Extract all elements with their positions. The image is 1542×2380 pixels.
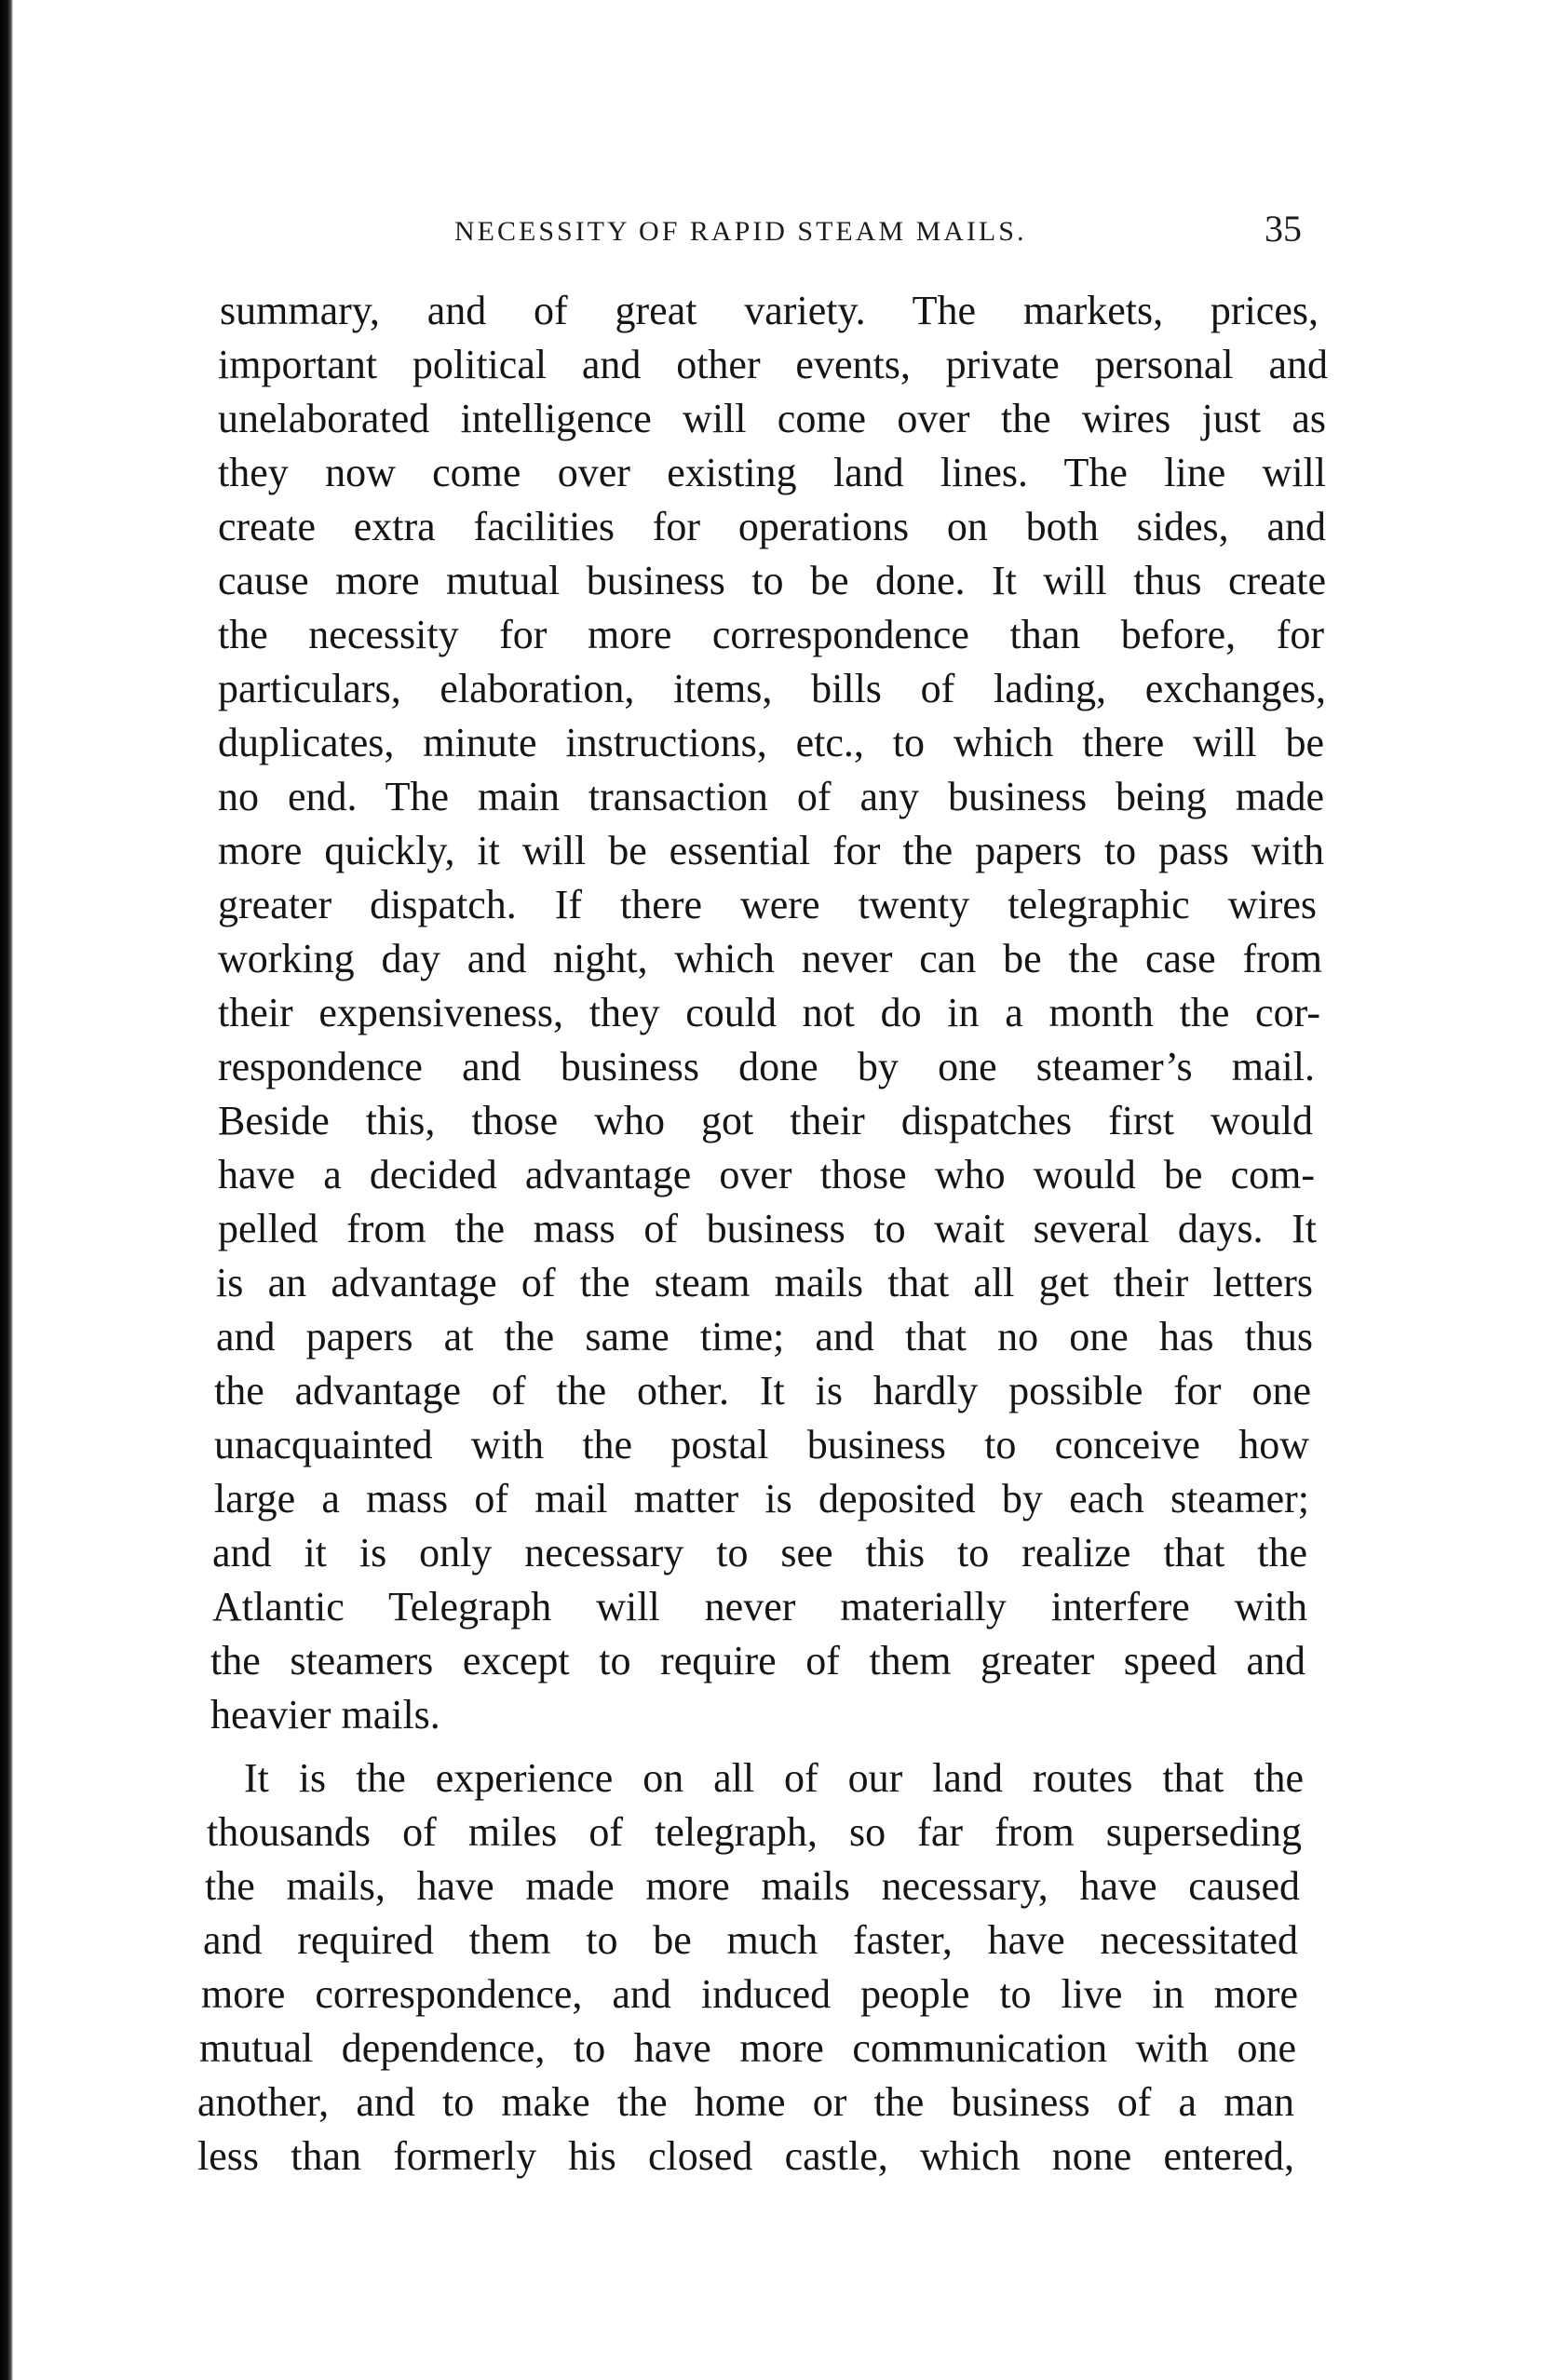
text-line: mutual dependence, to have more communication with one: [199, 2025, 1296, 2071]
text-line: cause more mutual business to be done. It will thus create: [218, 558, 1326, 603]
text-line: create extra facilities for operations on both sides, and: [218, 504, 1326, 549]
text-line: the necessity for more correspondence than before, for: [218, 612, 1324, 657]
text-line: the mails, have made more mails necessary, have caused: [205, 1863, 1300, 1909]
text-line: heavier mails.: [210, 1692, 440, 1738]
text-line: is an advantage of the steam mails that all get their letters: [216, 1260, 1313, 1305]
text-line: their expensiveness, they could not do in a month the cor-: [218, 990, 1320, 1035]
text-line: more quickly, it will be essential for the papers to pass with: [218, 828, 1324, 873]
text-line: another, and to make the home or the business of a man: [197, 2079, 1294, 2125]
text-line: pelled from the mass of business to wait several days. It: [218, 1206, 1317, 1251]
text-line: less than formerly his closed castle, which none entered,: [197, 2133, 1294, 2179]
text-line: thousands of miles of telegraph, so far from superseding: [207, 1809, 1302, 1855]
text-line: duplicates, minute instructions, etc., to which there will be: [218, 720, 1324, 765]
text-line: working day and night, which never can be the case from: [218, 936, 1322, 981]
text-line: important political and other events, private personal and: [218, 342, 1328, 387]
text-line: they now come over existing land lines. The line will: [218, 450, 1326, 495]
text-line: and required them to be much faster, have necessitated: [203, 1917, 1298, 1963]
text-line: particulars, elaboration, items, bills of lading, exchanges,: [218, 666, 1326, 711]
text-line: the advantage of the other. It is hardly possible for one: [214, 1368, 1311, 1413]
running-head: NECESSITY OF RAPID STEAM MAILS.: [454, 216, 1027, 247]
text-line: Atlantic Telegraph will never materially interfere with: [212, 1584, 1307, 1629]
text-line: respondence and business done by one steamer’s mail.: [218, 1044, 1315, 1089]
text-line: summary, and of great variety. The markets, prices,: [220, 288, 1319, 333]
text-line: and papers at the same time; and that no one has thus: [216, 1314, 1313, 1359]
text-line: greater dispatch. If there were twenty telegraphic wires: [218, 882, 1317, 927]
text-line: more correspondence, and induced people to live in more: [201, 1971, 1298, 2017]
text-line: the steamers except to require of them greater speed and: [210, 1638, 1305, 1684]
text-line: no end. The main transaction of any business being made: [218, 774, 1324, 819]
text-line: and it is only necessary to see this to realize that the: [212, 1530, 1307, 1575]
page-binding-edge: [0, 0, 13, 2380]
text-line: unacquainted with the postal business to conceive how: [214, 1422, 1309, 1467]
page-number: 35: [1265, 208, 1302, 250]
text-line: large a mass of mail matter is deposited by each steamer;: [214, 1476, 1309, 1521]
text-line: Beside this, those who got their dispatches first would: [218, 1098, 1313, 1143]
text-line: have a decided advantage over those who would be com-: [218, 1152, 1315, 1197]
text-line: unelaborated intelligence will come over the wires just as: [218, 396, 1326, 441]
text-line: It is the experience on all of our land routes that the: [244, 1755, 1304, 1801]
